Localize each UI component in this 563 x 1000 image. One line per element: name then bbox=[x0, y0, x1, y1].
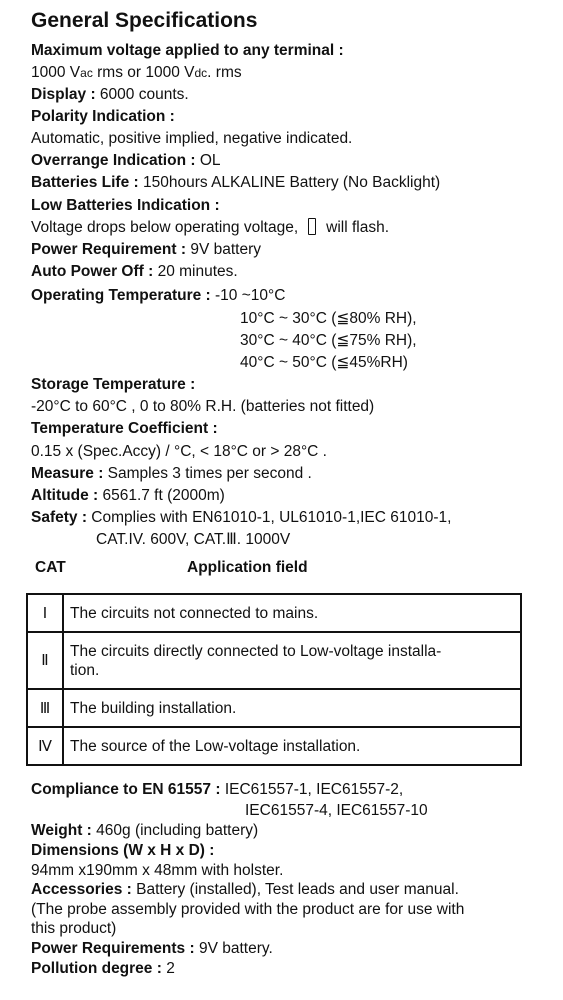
weight-value: 460g (including battery) bbox=[91, 822, 259, 839]
max-voltage-sub-ac: ac bbox=[80, 66, 93, 80]
battery-icon bbox=[308, 218, 316, 235]
cat-header: CAT bbox=[35, 559, 66, 576]
auto-off-label: Auto Power Off : bbox=[31, 263, 154, 280]
accessories-note1: (The probe assembly provided with the product are for use with bbox=[31, 901, 465, 918]
battery-life-value: 150hours ALKALINE Battery (No Backlight) bbox=[138, 174, 441, 191]
auto-off-line bbox=[31, 262, 238, 281]
cat-cell: Ⅲ bbox=[27, 689, 63, 727]
max-voltage-part3: . rms bbox=[207, 64, 242, 81]
accessories-value: Battery (installed), Test leads and user manual. bbox=[131, 881, 459, 898]
pollution-line bbox=[31, 959, 175, 978]
table-row bbox=[27, 594, 521, 632]
application-cell: The circuits directly connected to Low-voltage installa- tion. bbox=[63, 632, 521, 689]
low-battery-label-line bbox=[31, 196, 220, 215]
power-reqs-value: 9V battery. bbox=[194, 940, 273, 957]
power-reqs-label: Power Requirements : bbox=[31, 940, 195, 957]
overrange-label: Overrange Indication : bbox=[31, 152, 196, 169]
storage-label: Storage Temperature : bbox=[31, 376, 196, 393]
weight-line bbox=[31, 821, 258, 840]
measure-label: Measure : bbox=[31, 465, 104, 482]
op-temp-value2: 10°C ~ 30°C (≦80% RH), bbox=[240, 310, 417, 327]
compliance-value1: IEC61557-1, IEC61557-2, bbox=[220, 781, 404, 798]
safety-line bbox=[31, 508, 451, 527]
low-battery-value bbox=[31, 218, 389, 237]
application-cell: The building installation. bbox=[63, 689, 521, 727]
measure-line bbox=[31, 464, 312, 483]
cat-cell: Ⅱ bbox=[27, 632, 63, 689]
polarity-value: Automatic, positive implied, negative indicated. bbox=[31, 130, 353, 147]
accessories-label: Accessories : bbox=[31, 881, 132, 898]
safety-label: Safety : bbox=[31, 509, 87, 526]
max-voltage-label: Maximum voltage applied to any terminal : bbox=[31, 42, 344, 59]
max-voltage-part2: rms or 1000 V bbox=[92, 64, 195, 81]
compliance-value2: IEC61557-4, IEC61557-10 bbox=[245, 802, 428, 819]
accessories-note2: this product) bbox=[31, 920, 117, 937]
low-battery-text-b: will flash. bbox=[326, 219, 390, 236]
table-row bbox=[27, 727, 521, 765]
power-reqs-line bbox=[31, 939, 273, 958]
battery-life-label: Batteries Life : bbox=[31, 174, 139, 191]
altitude-line bbox=[31, 486, 225, 505]
storage-label-line bbox=[31, 375, 195, 394]
pollution-value: 2 bbox=[161, 960, 175, 977]
display-label: Display : bbox=[31, 86, 96, 103]
polarity-label-line bbox=[31, 107, 175, 126]
low-battery-label: Low Batteries Indication : bbox=[31, 197, 220, 214]
temp-coef-label: Temperature Coefficient : bbox=[31, 420, 218, 437]
temp-coef-label-line bbox=[31, 419, 218, 438]
compliance-line bbox=[31, 780, 403, 799]
power-req-value: 9V battery bbox=[186, 241, 261, 258]
overrange-line bbox=[31, 151, 221, 170]
display-value: 6000 counts. bbox=[95, 86, 189, 103]
dimensions-label-line bbox=[31, 841, 214, 860]
accessories-line bbox=[31, 880, 459, 899]
power-req-line bbox=[31, 240, 261, 259]
compliance-label: Compliance to EN 61557 : bbox=[31, 781, 221, 798]
op-temp-value4: 40°C ~ 50°C (≦45%RH) bbox=[240, 354, 408, 371]
safety-value2: CAT.IV. 600V, CAT.Ⅲ. 1000V bbox=[96, 531, 291, 548]
dimensions-label: Dimensions (W x H x D) : bbox=[31, 842, 215, 859]
cat-cell: Ⅰ bbox=[27, 594, 63, 632]
table-row bbox=[27, 689, 521, 727]
application-cell: The source of the Low-voltage installation. bbox=[63, 727, 521, 765]
power-req-label: Power Requirement : bbox=[31, 241, 187, 258]
measure-value: Samples 3 times per second . bbox=[103, 465, 312, 482]
polarity-label: Polarity Indication : bbox=[31, 108, 175, 125]
auto-off-value: 20 minutes. bbox=[153, 263, 238, 280]
weight-label: Weight : bbox=[31, 822, 92, 839]
dimensions-value: 94mm x190mm x 48mm with holster. bbox=[31, 862, 284, 879]
display-line bbox=[31, 85, 189, 104]
low-battery-text-a: Voltage drops below operating voltage, bbox=[31, 219, 299, 236]
temp-coef-value: 0.15 x (Spec.Accy) / °C, < 18°C or > 28°C . bbox=[31, 443, 327, 460]
op-temp-value3: 30°C ~ 40°C (≦75% RH), bbox=[240, 332, 417, 349]
op-temp-line bbox=[31, 286, 285, 305]
table-row bbox=[27, 632, 521, 689]
altitude-label: Altitude : bbox=[31, 487, 99, 504]
battery-life-line bbox=[31, 173, 440, 192]
safety-value1: Complies with EN61010-1, UL61010-1,IEC 61010-1, bbox=[87, 509, 452, 526]
application-cell: The circuits not connected to mains. bbox=[63, 594, 521, 632]
altitude-value: 6561.7 ft (2000m) bbox=[98, 487, 225, 504]
max-voltage-sub-dc: dc bbox=[194, 66, 208, 80]
page-title: General Specifications bbox=[31, 9, 258, 32]
max-voltage-label-line bbox=[31, 41, 344, 60]
overrange-value: OL bbox=[195, 152, 221, 169]
max-voltage-value bbox=[31, 63, 242, 83]
pollution-label: Pollution degree : bbox=[31, 960, 162, 977]
max-voltage-part1: 1000 V bbox=[31, 64, 81, 81]
cat-table bbox=[26, 593, 522, 766]
op-temp-label: Operating Temperature : bbox=[31, 287, 211, 304]
cat-cell: Ⅳ bbox=[27, 727, 63, 765]
application-field-header: Application field bbox=[187, 559, 308, 576]
storage-value: -20°C to 60°C , 0 to 80% R.H. (batteries not fitted) bbox=[31, 398, 375, 415]
op-temp-value1: -10 ~10°C bbox=[210, 287, 286, 304]
